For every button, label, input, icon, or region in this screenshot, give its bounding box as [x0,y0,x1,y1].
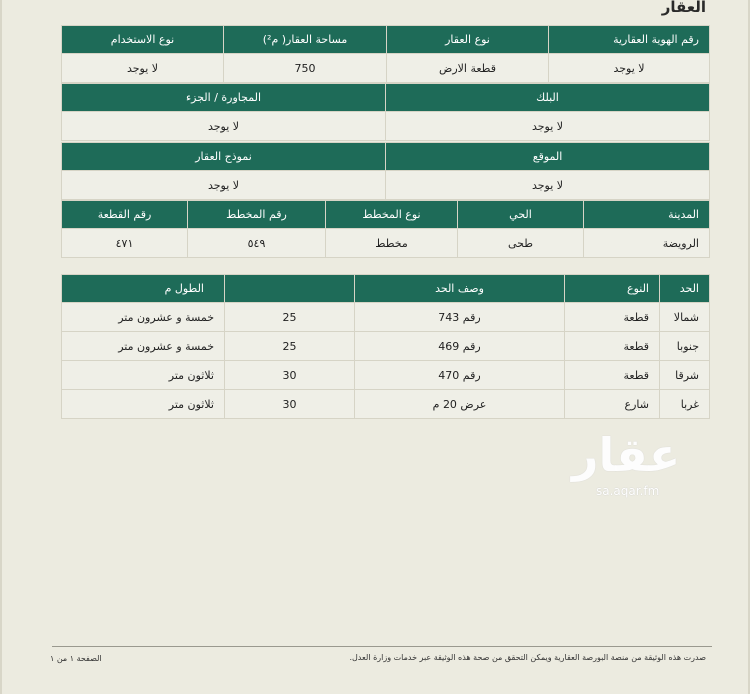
boundary-length-text: ثلاثون متر [62,361,225,390]
boundary-description: عرض 20 م [355,390,565,419]
property-info-table [61,25,710,83]
boundary-direction: غربا [660,390,710,419]
header-boundary-description: وصف الحد [355,275,565,303]
page-number: الصفحة ١ من ١ [50,654,102,663]
table-row [62,361,710,390]
value-plot-number: ٤٧١ [62,229,188,258]
boundary-length-number: 30 [225,361,355,390]
header-length-value [225,275,355,303]
boundary-length-text: خمسة و عشرون متر [62,332,225,361]
boundary-description: رقم 743 [355,303,565,332]
footer-note: صدرت هذه الوثيقة من منصة البورصة العقارية ويمكن التحقق من صحة هذه الوثيقة عبر خدمات وزارة العدل. [349,653,706,662]
header-property-area: مساحة العقار( م²) [224,26,387,54]
boundary-length-text: خمسة و عشرون متر [62,303,225,332]
header-property-type: نوع العقار [387,26,549,54]
value-district: طحى [458,229,584,258]
header-boundary: الحد [660,275,710,303]
block-table [61,83,710,141]
boundary-direction: شرقا [660,361,710,390]
boundary-type: قطعة [565,332,660,361]
value-plan-number: ٥٤٩ [188,229,326,258]
header-plan-number: رقم المخطط [188,201,326,229]
value-neighborhood-part: لا يوجد [62,112,386,141]
table-row [62,303,710,332]
aqar-watermark [562,428,692,508]
watermark-url: sa.aqar.fm [596,484,660,498]
header-usage-type: نوع الاستخدام [62,26,224,54]
value-property-area: 750 [224,54,387,83]
boundary-length-number: 25 [225,303,355,332]
footer-divider [52,646,712,647]
value-city: الرويضة [584,229,710,258]
header-property-id: رقم الهوية العقارية [549,26,710,54]
header-type: النوع [565,275,660,303]
header-plot-number: رقم القطعة [62,201,188,229]
header-location: الموقع [386,143,710,171]
value-property-model: لا يوجد [62,171,386,200]
header-property-model: نموذج العقار [62,143,386,171]
boundary-direction: جنوبا [660,332,710,361]
header-city: المدينة [584,201,710,229]
boundaries-table [61,274,710,419]
boundary-type: شارع [565,390,660,419]
boundary-length-number: 30 [225,390,355,419]
boundary-description: رقم 469 [355,332,565,361]
header-district: الحي [458,201,584,229]
table-row [62,332,710,361]
section-title: العقار [661,0,706,16]
value-property-type: قطعة الارض [387,54,549,83]
header-length: الطول م [62,275,225,303]
plan-table [61,200,710,258]
header-block: البلك [386,84,710,112]
boundary-description: رقم 470 [355,361,565,390]
value-block: لا يوجد [386,112,710,141]
boundary-length-number: 25 [225,332,355,361]
header-neighborhood-part: المجاورة / الجزء [62,84,386,112]
boundary-direction: شمالا [660,303,710,332]
header-plan-type: نوع المخطط [326,201,458,229]
table-row [62,390,710,419]
boundary-type: قطعة [565,361,660,390]
value-usage-type: لا يوجد [62,54,224,83]
value-property-id: لا يوجد [549,54,710,83]
boundary-type: قطعة [565,303,660,332]
watermark-logo-text: عقار [572,428,681,482]
location-table [61,142,710,200]
value-plan-type: مخطط [326,229,458,258]
boundary-length-text: ثلاثون متر [62,390,225,419]
value-location: لا يوجد [386,171,710,200]
